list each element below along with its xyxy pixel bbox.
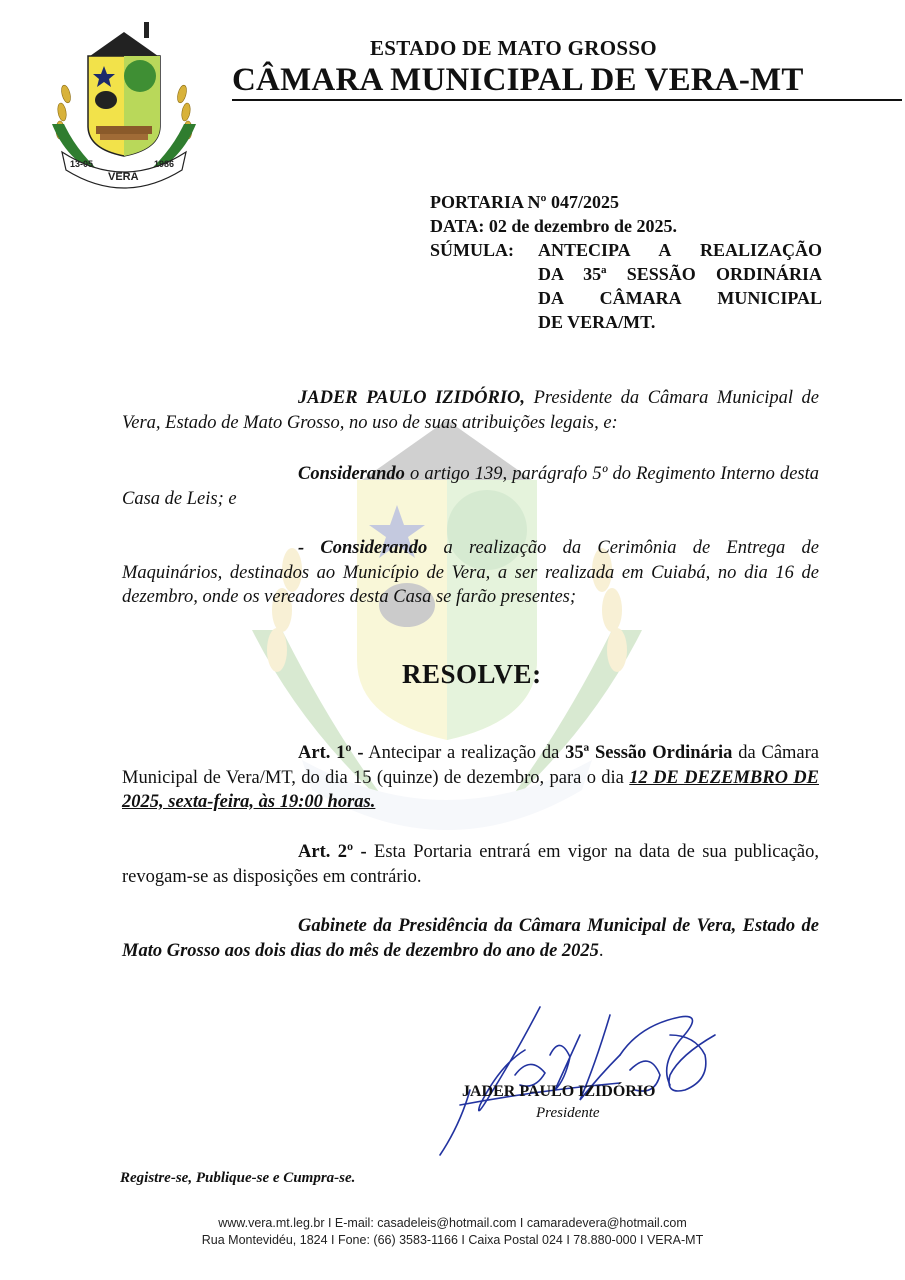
- header-divider: [232, 99, 902, 101]
- article-1-session: 35ª Sessão Ordinária: [565, 743, 733, 763]
- considerando-2-dash: -: [298, 538, 321, 558]
- footer-contact: www.vera.mt.leg.br I E-mail: casadeleis@hotmail.com I camaradevera@hotmail.com: [218, 1216, 687, 1230]
- portaria-date: DATA: 02 de dezembro de 2025.: [430, 216, 677, 236]
- portaria-number: PORTARIA Nº 047/2025: [430, 192, 619, 212]
- considerando-1-text: o artigo 139, parágrafo 5º do Regimento Interno desta Casa de Leis; e: [122, 464, 819, 509]
- footer-address: Rua Montevidéu, 1824 I Fone: (66) 3583-1166 I Caixa Postal 024 I 78.880-000 I VERA-MT: [201, 1233, 704, 1247]
- article-1-text-b: da Câmara Municipal de Vera/MT, do dia 15 (quinze) de dezembro, para o dia: [122, 743, 820, 788]
- article-1-label: Art. 1º -: [298, 743, 364, 763]
- article-2-label: Art. 2º -: [298, 842, 367, 862]
- article-1-new-date: 12 DE DEZEMBRO DE 2025, sexta-feira, às 19:00 horas.: [122, 767, 819, 812]
- considerando-2: [122, 536, 819, 610]
- header-chamber: CÂMARA MUNICIPAL DE VERA-MT: [232, 62, 804, 98]
- resolve-heading: RESOLVE:: [402, 659, 542, 689]
- closing-period: .: [598, 940, 604, 961]
- signatory-name: JADER PAULO IZIDÓRIO: [462, 1083, 656, 1100]
- signatory-role: Presidente: [536, 1105, 600, 1121]
- registre-line: Registre-se, Publique-se e Cumpra-se.: [120, 1170, 356, 1186]
- sumula-line-2: DA 35ª SESSÃO ORDINÁRIA: [538, 264, 822, 284]
- closing-paragraph: [122, 914, 819, 963]
- intro-text: Presidente da Câmara Municipal de Vera, Estado de Mato Grosso, no uso de suas atribuições legais, e:: [122, 388, 820, 433]
- logo-ribbon-center: VERA: [108, 171, 139, 183]
- portaria-block: [430, 190, 677, 238]
- article-1: [122, 741, 819, 815]
- considerando-2-label: Considerando: [320, 538, 428, 558]
- article-2-text: Esta Portaria entrará em vigor na data de sua publicação, revogam-se as disposições em contrário.: [122, 842, 819, 887]
- considerando-1: [122, 462, 819, 511]
- sumula-line-4: DE VERA/MT.: [538, 312, 656, 332]
- sumula-label: SÚMULA:: [430, 240, 514, 260]
- logo-ribbon-right: 1986: [154, 159, 175, 169]
- sumula-block: [430, 238, 822, 334]
- article-2: [122, 840, 819, 889]
- chamber-coat-of-arms: [48, 14, 200, 196]
- president-name: JADER PAULO IZIDÓRIO,: [298, 388, 526, 408]
- logo-ribbon-left: 13-05: [70, 159, 94, 169]
- intro-paragraph: [122, 386, 819, 435]
- article-1-text-a: Antecipar a realização da: [363, 743, 566, 763]
- sumula-line-3: DA CÂMARA MUNICIPAL: [538, 288, 822, 308]
- considerando-1-label: Considerando: [298, 464, 405, 484]
- header-state: ESTADO DE MATO GROSSO: [370, 36, 657, 60]
- considerando-2-text: a realização da Cerimônia de Entrega de Maquinários, destinados ao Município de Vera, a ser realizada em Cuiabá, no dia 16 de dezembro, onde os vereadores desta Casa se farão presentes;: [122, 538, 819, 607]
- closing-text: Gabinete da Presidência da Câmara Municipal de Vera, Estado de Mato Grosso aos dois dias do mês de dezembro do ano de 2025: [122, 916, 819, 961]
- sumula-line-1: ANTECIPA A REALIZAÇÃO: [538, 240, 822, 260]
